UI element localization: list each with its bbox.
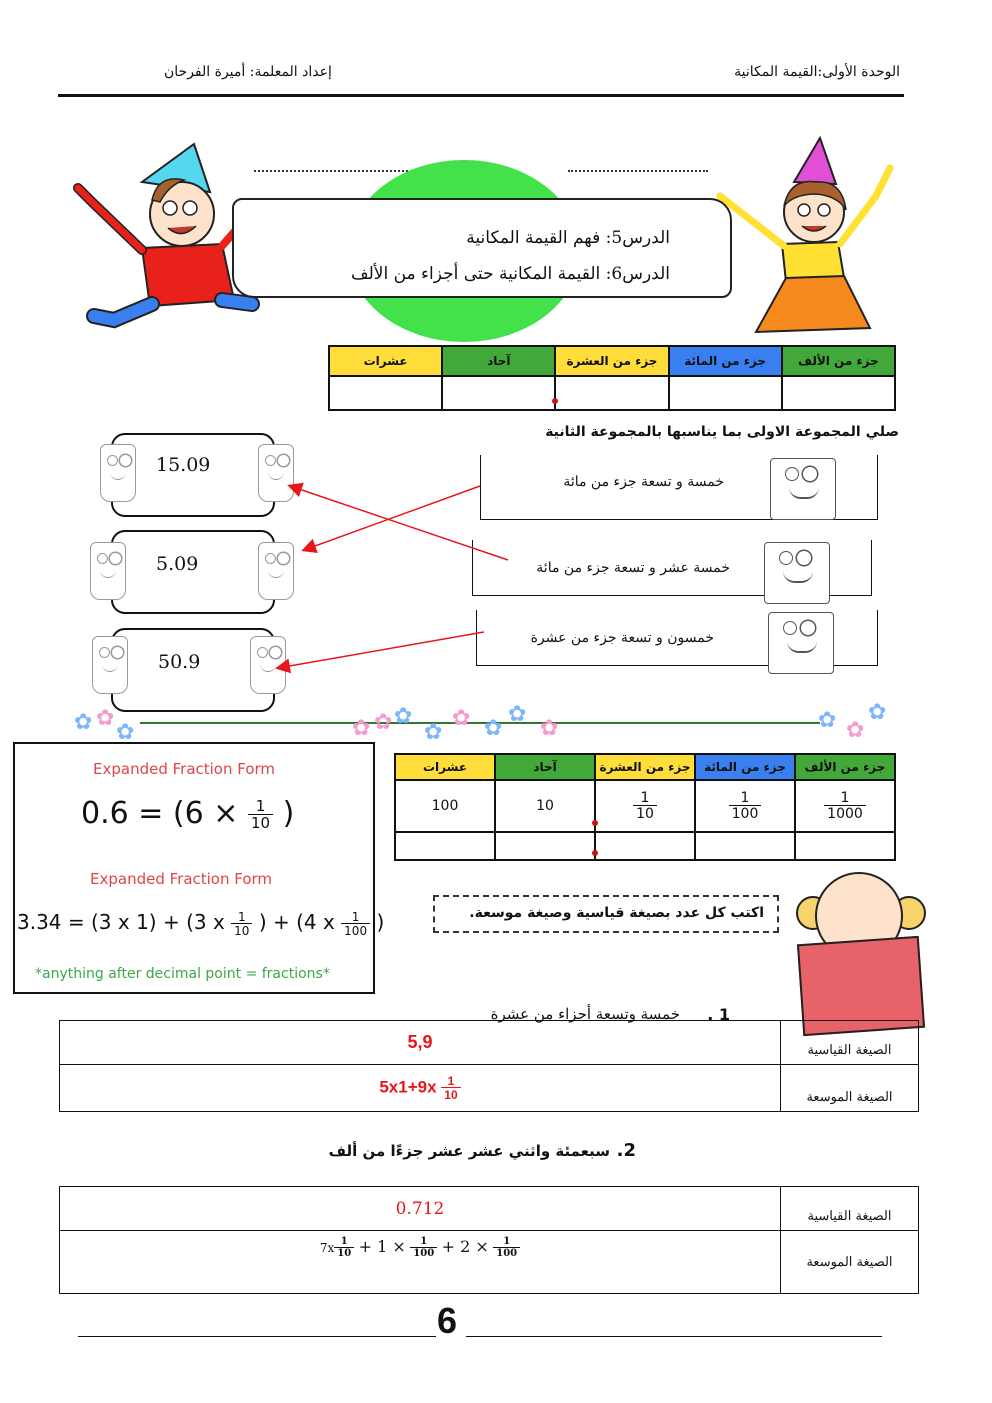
place-value-table-filled [394, 753, 896, 861]
q1-expanded-text: 5x1+9x [379, 1077, 437, 1097]
q2-expanded-label: الصيغة الموسعة [781, 1231, 919, 1294]
expanded-equation-2 [17, 910, 384, 937]
q2-f1-num: 1 [340, 1236, 348, 1247]
q1-standard-label: الصيغة القياسية [781, 1021, 919, 1065]
eq1-close: ) [282, 796, 295, 831]
header-ones: آحاد [495, 754, 595, 780]
instruction-text: اكتب كل عدد بصيغة قياسية وصيغة موسعة. [469, 905, 764, 921]
decimal-point-dot [592, 820, 598, 826]
page-number: 6 [437, 1300, 458, 1341]
q2-number: 2. [616, 1140, 636, 1161]
flower-icon [846, 724, 868, 746]
cell-ones[interactable] [495, 832, 595, 860]
expanded-title-1: Expanded Fraction Form [93, 760, 276, 778]
q2-op2: + 2 × [441, 1237, 489, 1256]
expanded-equation-1 [81, 796, 294, 831]
header-tenths: جزء من العشرة [595, 754, 695, 780]
eq1-fraction [248, 796, 273, 832]
author-credit: إعداد المعلمة: أميرة الفرحان [164, 64, 332, 80]
flower-icon [96, 712, 118, 734]
cell-hundredths[interactable] [695, 832, 795, 860]
expanded-fraction-box [13, 742, 385, 994]
eq2-part-b: ) + (4 x [258, 910, 335, 934]
phrase-2: خمسة عشر و تسعة جزء من مائة [536, 560, 730, 576]
header-thousandths: جزء من الألف [782, 346, 895, 376]
eq1-lhs: 0.6 = (6 × [81, 796, 239, 831]
lesson6-title: الدرس6: القيمة المكانية حتى أجزاء من الألف [350, 264, 670, 284]
q2-f3-den: 100 [493, 1247, 520, 1259]
hundredths-den: 100 [729, 805, 762, 821]
flower-icon [374, 716, 396, 738]
flower-icon [394, 710, 416, 732]
lesson5-title: الدرس5: فهم القيمة المكانية [466, 228, 670, 248]
q1-standard-value[interactable]: 5,9 [60, 1021, 781, 1065]
value-tenths [595, 780, 695, 832]
q2-standard-label: الصيغة القياسية [781, 1187, 919, 1231]
q2-exp-lead: 7x [319, 1241, 335, 1255]
q2-f2-num: 1 [420, 1236, 428, 1247]
q2-f3-num: 1 [503, 1236, 511, 1247]
flower-icon [508, 708, 530, 730]
q2-answer-table [59, 1186, 919, 1294]
header-hundredths: جزء من المائة [695, 754, 795, 780]
header-tens: عشرات [329, 346, 442, 376]
header-hundredths: جزء من المائة [669, 346, 782, 376]
cell-tenths[interactable] [595, 832, 695, 860]
instruction-box [433, 895, 779, 933]
header-tenths: جزء من العشرة [555, 346, 668, 376]
q2-expanded-value[interactable] [60, 1231, 781, 1294]
decimal-point-dot [592, 850, 598, 856]
eq2-f2-den: 100 [341, 923, 370, 937]
tenths-num: 1 [640, 790, 650, 806]
tenths-den: 10 [633, 805, 657, 821]
flower-divider [140, 722, 820, 724]
matching-lines [0, 0, 992, 700]
flower-icon [452, 712, 474, 734]
header-tens: عشرات [395, 754, 495, 780]
q1-expanded-value[interactable] [60, 1065, 781, 1112]
flower-icon [424, 726, 446, 748]
unit-title: الوحدة الأولى:القيمة المكانية [734, 64, 900, 80]
q2-text: سبعمئة واثني عشر عشر جزءًا من ألف [328, 1142, 610, 1160]
q1-answer-table [59, 1020, 919, 1112]
value-tens: 100 [395, 780, 495, 832]
q2-f2-den: 100 [410, 1247, 437, 1259]
eq2-f1-num: 1 [237, 909, 246, 924]
q2-standard-value[interactable]: 0.712 [60, 1187, 781, 1231]
eq1-num: 1 [255, 796, 266, 815]
eq2-fraction-1 [231, 911, 252, 937]
phrase-3: خمسون و تسعة جزء من عشرة [530, 630, 714, 646]
match-line-3 [278, 632, 484, 668]
cell-tens[interactable] [395, 832, 495, 860]
cell-thousandths[interactable] [795, 832, 895, 860]
value-thousandths [795, 780, 895, 832]
footer-rule-right [466, 1336, 882, 1337]
eq2-f1-den: 10 [231, 923, 252, 937]
q2-op1: + 1 × [358, 1237, 406, 1256]
value-hundredths [695, 780, 795, 832]
q1-frac-den: 10 [441, 1087, 460, 1101]
flower-icon [74, 716, 96, 738]
q1-number: 1 . [707, 1005, 730, 1024]
eq1-den: 10 [248, 814, 273, 831]
q1-frac-num: 1 [447, 1074, 455, 1088]
thousandths-num: 1 [840, 790, 850, 806]
q1-text: خمسة وتسعة أجزاء من عشرة [490, 1005, 680, 1023]
hundredths-num: 1 [740, 790, 750, 806]
match-line-1 [304, 486, 480, 550]
expanded-title-2: Expanded Fraction Form [90, 870, 273, 888]
thousandths-den: 1000 [824, 805, 866, 821]
q2-f1-den: 10 [334, 1247, 354, 1259]
match-line-2 [290, 486, 508, 560]
eq2-part-a: 3.34 = (3 x 1) + (3 x [17, 910, 225, 934]
q1-expanded-label: الصيغة الموسعة [781, 1065, 919, 1112]
number-15-09: 15.09 [156, 454, 211, 476]
eq2-part-c: ) [376, 910, 385, 934]
flower-icon [352, 722, 374, 744]
number-5-09: 5.09 [156, 553, 199, 575]
matching-question: صلي المجموعة الاولى بما يناسبها بالمجموعة الثانية [545, 424, 899, 440]
flower-icon [540, 722, 562, 744]
footer-rule-left [78, 1336, 436, 1337]
eq2-f2-num: 1 [351, 909, 360, 924]
phrase-1: خمسة و تسعة جزء من مائة [563, 474, 724, 490]
number-50-9: 50.9 [158, 651, 201, 673]
flower-icon [484, 722, 506, 744]
value-ones: 10 [495, 780, 595, 832]
eq2-fraction-2 [341, 911, 370, 937]
header-thousandths: جزء من الألف [795, 754, 895, 780]
flower-icon [868, 706, 890, 728]
decimal-note: *anything after decimal point = fractions* [35, 966, 330, 982]
flower-icon [818, 714, 840, 736]
header-ones: آحاد [442, 346, 555, 376]
